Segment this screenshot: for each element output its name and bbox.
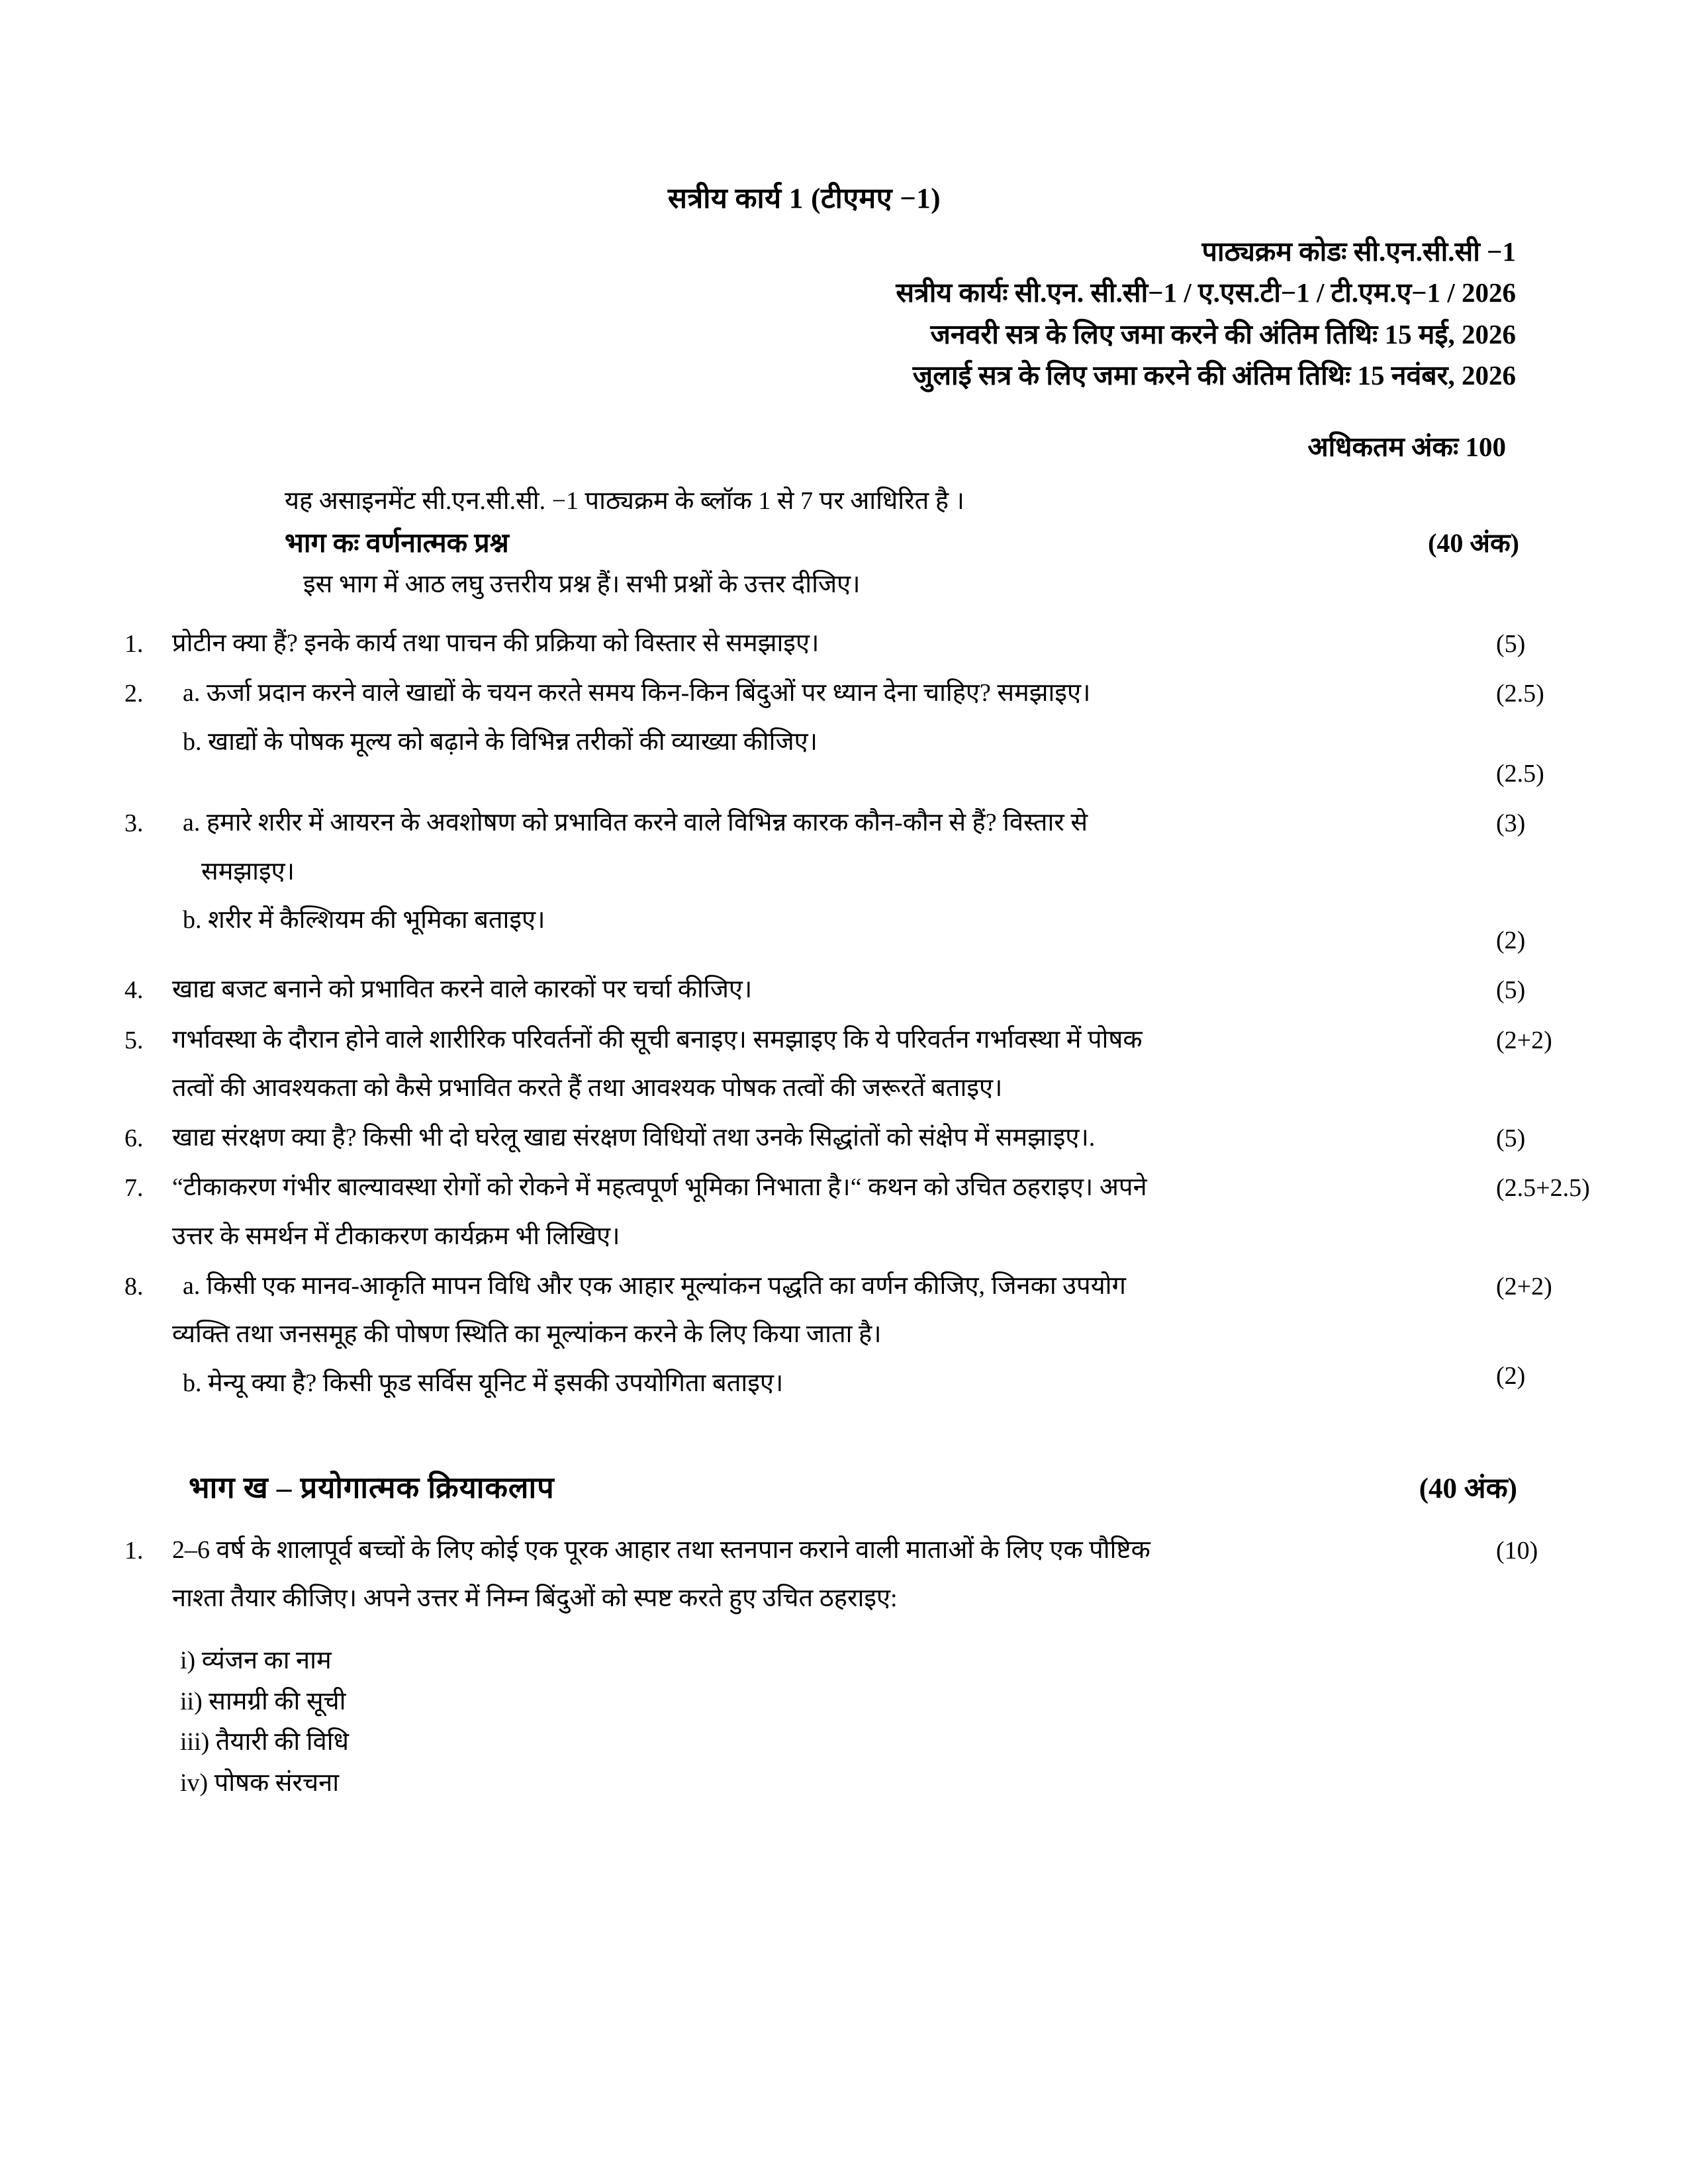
question-body bbox=[172, 624, 1491, 663]
question-item bbox=[124, 803, 1648, 960]
header-detail-lines bbox=[0, 231, 1688, 396]
question-body bbox=[172, 1021, 1491, 1109]
question-marks bbox=[1491, 1168, 1648, 1207]
question-marks bbox=[1491, 803, 1648, 960]
part-b-heading-row bbox=[0, 1467, 1688, 1507]
question-body bbox=[172, 1168, 1491, 1256]
question-line: “टीकाकरण गंभीर बाल्यावस्था रोगों को रोकने में महत्वपूर्ण भूमिका निभाता है।“ कथन को उचित ठहराइए। अपने bbox=[172, 1173, 1147, 1202]
page-title: सत्रीय कार्य 1 (टीएमए −1) bbox=[667, 183, 941, 214]
question-line: नाश्ता तैयार कीजिए। अपने उत्तर में निम्न बिंदुओं को स्पष्ट करते हुए उचित ठहराइए: bbox=[172, 1584, 898, 1613]
question-body bbox=[172, 1531, 1491, 1619]
question-number: 7. bbox=[124, 1174, 144, 1203]
part-b-subpoint-list bbox=[0, 1641, 1688, 1803]
question-line: a. किसी एक मानव-आकृति मापन विधि और एक आहार मूल्यांकन पद्धति का वर्णन कीजिए, जिनका उपयोग bbox=[183, 1272, 1126, 1300]
question-item bbox=[124, 674, 1648, 793]
course-code-line: पाठ्यक्रम कोडः सी.एन.सी.सी −1 bbox=[1201, 236, 1516, 267]
question-line: खाद्य संरक्षण क्या है? किसी भी दो घरेलू खाद्य संरक्षण विधियों तथा उनके सिद्धांतों को संक्षेप में समझाइए।. bbox=[172, 1124, 1096, 1152]
question-body bbox=[172, 803, 1491, 940]
part-a-instruction: इस भाग में आठ लघु उत्तरीय प्रश्न हैं। सभी प्रश्नों के उत्तर दीजिए। bbox=[303, 570, 861, 599]
part-a-heading-row bbox=[285, 523, 1556, 561]
question-line: गर्भावस्था के दौरान होने वाले शारीरिक परिवर्तनों की सूची बनाइए। समझाइए कि ये परिवर्तन गर्भावस्था में पोषक bbox=[172, 1025, 1143, 1054]
question-marks bbox=[1491, 1267, 1648, 1395]
question-number: 8. bbox=[124, 1273, 144, 1300]
question-line: b. खाद्यों के पोषक मूल्य को बढ़ाने के विभिन्न तरीकों की व्याख्या कीजिए। bbox=[183, 727, 818, 756]
question-number: 6. bbox=[124, 1124, 144, 1153]
question-item bbox=[124, 1021, 1648, 1109]
question-line: b. मेन्यू क्या है? किसी फूड सर्विस यूनिट में इसकी उपयोगिता बताइए। bbox=[183, 1369, 784, 1397]
part-a-marks: (40 अंक) bbox=[1428, 528, 1519, 559]
question-item bbox=[124, 624, 1648, 663]
question-marks bbox=[1491, 970, 1648, 1009]
question-item bbox=[124, 1168, 1648, 1256]
question-body bbox=[172, 970, 1491, 1009]
question-line: 2–6 वर्ष के शालापूर्व बच्चों के लिए कोई एक पूरक आहार तथा स्तनपान कराने वाली माताओं के लिए एक पौष्टिक bbox=[172, 1535, 1150, 1564]
list-item: i) व्यंजन का नाम bbox=[180, 1647, 332, 1675]
question-line: प्रोटीन क्या हैं? इनके कार्य तथा पाचन की प्रक्रिया को विस्तार से समझाइए। bbox=[172, 629, 820, 658]
question-line: a. हमारे शरीर में आयरन के अवशोषण को प्रभावित करने वाले विभिन्न कारक कौन-कौन से हैं? विस्तार से bbox=[183, 809, 1088, 837]
question-body bbox=[172, 1118, 1491, 1158]
marks-value: (2+2) bbox=[1496, 1026, 1552, 1054]
marks-value: (3) bbox=[1496, 809, 1526, 838]
marks-value: (2.5+2.5) bbox=[1496, 1174, 1590, 1203]
question-line: उत्तर के समर्थन में टीकाकरण कार्यक्रम भी लिखिए। bbox=[172, 1222, 620, 1250]
marks-value: (5) bbox=[1496, 976, 1526, 1005]
marks-value: (2) bbox=[1496, 927, 1526, 955]
question-item bbox=[124, 1118, 1648, 1158]
marks-value: (10) bbox=[1496, 1536, 1538, 1565]
assignment-scope-note: यह असाइनमेंट सी.एन.सी.सी. −1 पाठ्यक्रम के ब्लॉक 1 से 7 पर आधिरित है । bbox=[285, 487, 964, 516]
question-line: a. ऊर्जा प्रदान करने वाले खाद्यों के चयन करते समय किन-किन बिंदुओं पर ध्यान देना चाहिए? समझाइए। bbox=[183, 679, 1091, 707]
part-b-question-list bbox=[0, 1531, 1688, 1619]
question-number: 3. bbox=[124, 809, 144, 838]
marks-value: (2.5) bbox=[1496, 680, 1544, 708]
question-line: समझाइए। bbox=[201, 857, 295, 886]
marks-value: (2.5) bbox=[1496, 760, 1544, 788]
question-marks bbox=[1491, 1021, 1648, 1060]
list-item: iv) पोषक संरचना bbox=[180, 1768, 340, 1797]
question-marks bbox=[1491, 624, 1648, 663]
question-marks bbox=[1491, 1118, 1648, 1158]
assignment-code-line: सत्रीय कार्यः सी.एन. सी.सी−1 / ए.एस.टी−1 / टी.एम.ए−1 / 2026 bbox=[896, 277, 1516, 308]
document-header bbox=[0, 0, 1688, 465]
july-session-due-line: जुलाई सत्र के लिए जमा करने की अंतिम तिथिः 15 नवंबर, 2026 bbox=[912, 359, 1516, 390]
part-b-marks: (40 अंक) bbox=[1419, 1473, 1517, 1504]
question-number: 4. bbox=[124, 976, 144, 1005]
question-line: व्यक्ति तथा जनसमूह की पोषण स्थिति का मूल्यांकन करने के लिए किया जाता है। bbox=[172, 1320, 882, 1349]
question-body bbox=[172, 674, 1491, 762]
maximum-marks-line: अधिकतम अंकः 100 bbox=[1307, 432, 1506, 463]
list-item: ii) सामग्री की सूची bbox=[180, 1687, 346, 1715]
intro-block bbox=[0, 482, 1688, 600]
question-item bbox=[124, 1267, 1648, 1403]
marks-value: (2) bbox=[1496, 1362, 1526, 1390]
marks-value: (2+2) bbox=[1496, 1273, 1552, 1300]
question-number: 2. bbox=[124, 680, 144, 708]
question-number: 1. bbox=[124, 630, 144, 659]
question-marks bbox=[1491, 1531, 1648, 1570]
question-number: 5. bbox=[124, 1026, 144, 1054]
part-a-question-list bbox=[0, 624, 1688, 1403]
list-item: iii) तैयारी की विधि bbox=[180, 1728, 349, 1756]
question-body bbox=[172, 1267, 1491, 1403]
question-line: खाद्य बजट बनाने को प्रभावित करने वाले कारकों पर चर्चा कीजिए। bbox=[172, 976, 753, 1004]
question-marks bbox=[1491, 674, 1648, 793]
part-b-heading: भाग ख – प्रयोगात्मक क्रियाकलाप bbox=[189, 1471, 555, 1504]
question-line: b. शरीर में कैल्शियम की भूमिका बताइए। bbox=[183, 905, 545, 934]
question-item bbox=[124, 970, 1648, 1009]
question-item bbox=[124, 1531, 1648, 1619]
part-a-heading: भाग कः वर्णनात्मक प्रश्न bbox=[285, 527, 509, 559]
january-session-due-line: जनवरी सत्र के लिए जमा करने की अंतिम तिथिः 15 मई, 2026 bbox=[930, 318, 1516, 349]
marks-value: (5) bbox=[1496, 630, 1526, 659]
question-line: तत्वों की आवश्यकता को कैसे प्रभावित करते हैं तथा आवश्यक पोषक तत्वों की जरूरतें बताइए। bbox=[172, 1073, 1003, 1102]
marks-value: (5) bbox=[1496, 1124, 1526, 1153]
question-number: 1. bbox=[124, 1536, 144, 1565]
